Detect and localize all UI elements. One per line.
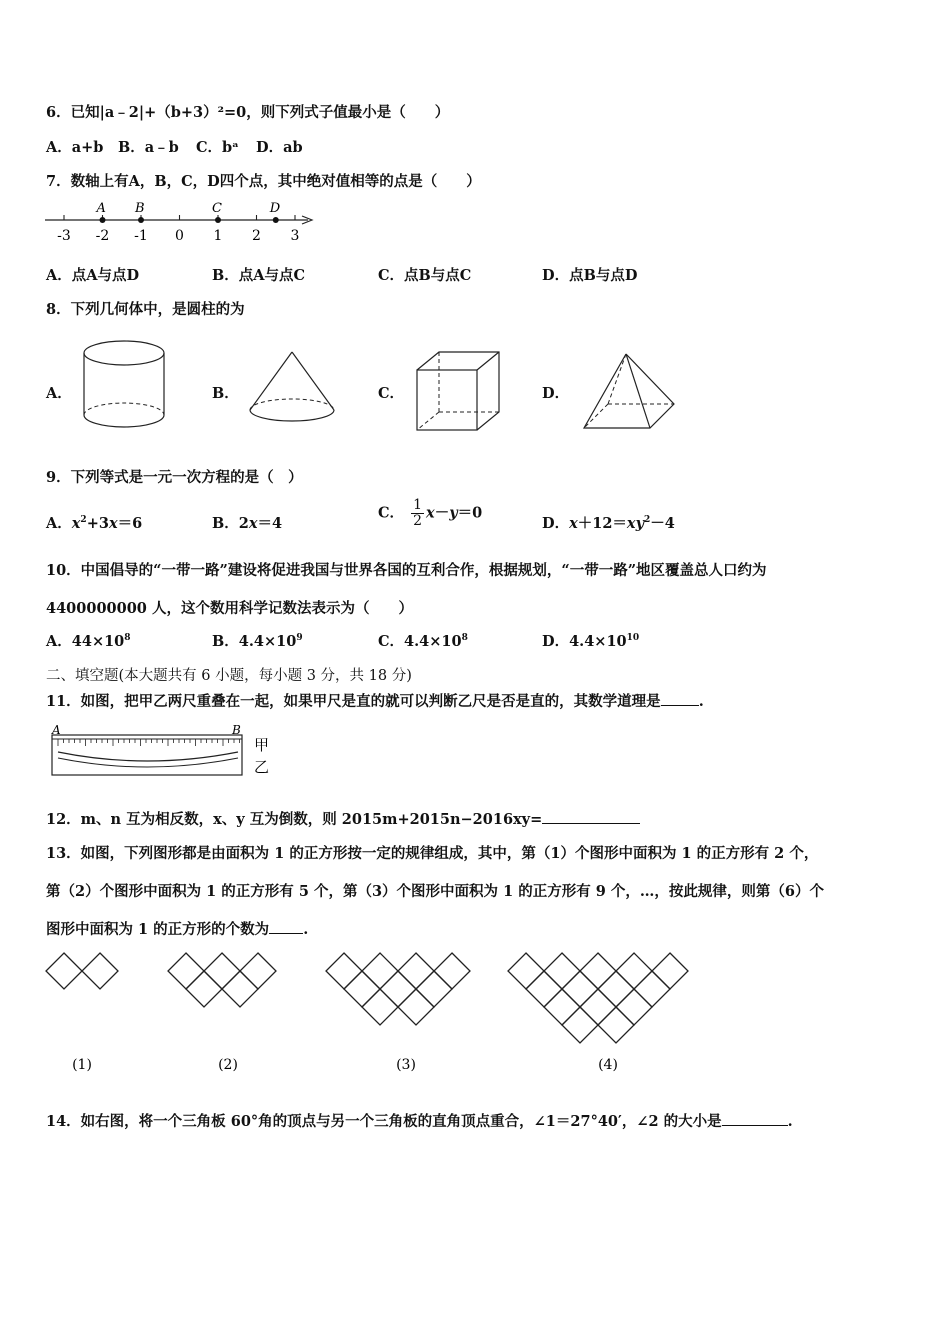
q10-option-c[interactable]: C．$4.4\times 10^8$ — [378, 633, 468, 650]
unit-square — [344, 971, 380, 1007]
unit-square — [434, 953, 470, 989]
unit-square — [526, 971, 562, 1007]
point-c — [215, 217, 221, 223]
unit-square — [82, 953, 118, 989]
pattern-label: (2) — [218, 1057, 238, 1073]
pattern-label: (3) — [396, 1057, 416, 1073]
unit-square — [362, 953, 398, 989]
q8-option-d[interactable]: D． — [542, 385, 570, 402]
q10-option-a[interactable]: A．$44\times 10^8$ — [46, 633, 131, 650]
rulers-figure — [48, 722, 278, 780]
q13-line3: 图形中面积为 1 的正方形的个数为 . — [46, 921, 309, 938]
pattern-figure-4 — [508, 953, 688, 1073]
unit-square — [416, 971, 452, 1007]
q14-stem: 14．如右图，将一个三角板 60°角的顶点与另一个三角板的直角顶点重合，∠1＝27°40′，∠2 的大小是 . — [46, 1113, 793, 1130]
pattern-label: (1) — [72, 1057, 92, 1073]
tick-label: -1 — [134, 228, 148, 244]
unit-square — [562, 971, 598, 1007]
q7-number-line — [40, 198, 320, 244]
answer-blank[interactable] — [542, 811, 640, 824]
cone-figure — [248, 350, 336, 430]
q8-option-c[interactable]: C． — [378, 385, 405, 402]
tick-label: 0 — [175, 228, 184, 244]
unit-square — [204, 953, 240, 989]
q7-option-c[interactable]: C．点B与点C — [378, 267, 472, 284]
q6-option-d[interactable]: D．ab — [256, 139, 303, 156]
unit-square — [380, 971, 416, 1007]
tick-label: -3 — [57, 228, 71, 244]
q10-option-b[interactable]: B．$4.4\times 10^9$ — [212, 633, 303, 650]
q7-option-a[interactable]: A．点A与点D — [46, 267, 140, 284]
unit-square — [398, 953, 434, 989]
point-label: D — [269, 201, 281, 216]
unit-square — [508, 953, 544, 989]
q6-stem: 6．已知|a﹣2|+（b+3）²=0，则下列式子值最小是（ ） — [46, 104, 450, 121]
q8-stem: 8．下列几何体中，是圆柱的为 — [46, 301, 245, 318]
q9-option-b[interactable]: B．2x＝4 — [212, 515, 283, 532]
q7-option-b[interactable]: B．点A与点C — [212, 267, 306, 284]
answer-blank[interactable] — [722, 1113, 788, 1126]
pattern-label: (4) — [598, 1057, 618, 1073]
point-label: C — [212, 201, 222, 216]
ruler-label-a: A — [52, 723, 61, 737]
unit-square — [652, 953, 688, 989]
q10-line1: 10．中国倡导的“一带一路”建设将促进我国与世界各国的互利合作，根据规划，“一带一路”地区覆盖总人口约为 — [46, 562, 767, 579]
unit-square — [598, 1007, 634, 1043]
cube-figure — [414, 350, 502, 432]
ruler-label-b: B — [232, 723, 241, 737]
unit-square — [240, 953, 276, 989]
point-a — [100, 217, 106, 223]
q10-option-d[interactable]: D．$4.4\times 10^{10}$ — [542, 633, 640, 650]
unit-square — [398, 989, 434, 1025]
unit-square — [634, 971, 670, 1007]
tick-label: 2 — [252, 228, 261, 244]
square-pattern-figures — [0, 945, 720, 1075]
pyramid-figure — [580, 350, 680, 432]
q10-line2: 4400000000 人，这个数用科学记数法表示为（ ） — [46, 600, 413, 617]
q7-option-d[interactable]: D．点B与点D — [542, 267, 638, 284]
q13-line1: 13．如图，下列图形都是由面积为 1 的正方形按一定的规律组成，其中，第（1）个图形中面积为 1 的正方形有 2 个， — [46, 845, 819, 862]
unit-square — [544, 989, 580, 1025]
q9-option-d[interactable]: D．$x+12=xy^2-4$ — [542, 515, 675, 532]
point-b — [138, 217, 144, 223]
unit-square — [222, 971, 258, 1007]
q9-stem: 9．下列等式是一元一次方程的是（ ） — [46, 469, 303, 486]
ruler-label-yi: 乙 — [254, 758, 270, 776]
tick-label: 1 — [213, 228, 223, 244]
q13-line2: 第（2）个图形中面积为 1 的正方形有 5 个，第（3）个图形中面积为 1 的正方形有 9 个，…，按此规律，则第（6）个 — [46, 883, 825, 900]
unit-square — [580, 953, 616, 989]
ruler-label-jia: 甲 — [254, 736, 270, 754]
q6-option-c[interactable]: C．bᵃ — [196, 139, 239, 156]
unit-square — [168, 953, 204, 989]
unit-square — [616, 953, 652, 989]
answer-blank[interactable] — [661, 693, 699, 706]
point-label: B — [135, 201, 145, 216]
q12-stem: 12．m、n 互为相反数，x、y 互为倒数，则 2015m+2015n−2016xy= — [46, 808, 640, 829]
tick-label: -2 — [95, 228, 110, 244]
cylinder-figure — [82, 338, 168, 430]
unit-square — [362, 989, 398, 1025]
unit-square — [544, 953, 580, 989]
tick-label: 3 — [290, 228, 300, 244]
q9-option-c[interactable]: C． $\frac{1}{2}$ x－y＝0 — [378, 497, 483, 529]
q8-option-a[interactable]: A． — [46, 385, 72, 402]
unit-square — [616, 989, 652, 1025]
unit-square — [46, 953, 82, 989]
point-label: A — [96, 201, 106, 216]
unit-square — [186, 971, 222, 1007]
unit-square — [326, 953, 362, 989]
q6-option-b[interactable]: B．a﹣b — [118, 139, 179, 156]
q9-option-a[interactable]: A．$x^2+3x=6$ — [46, 515, 143, 532]
unit-square — [598, 971, 634, 1007]
pattern-figure-2 — [168, 953, 276, 1073]
unit-square — [562, 1007, 598, 1043]
q7-stem: 7．数轴上有A，B，C，D四个点，其中绝对值相等的点是（ ） — [46, 173, 481, 190]
point-d — [273, 217, 279, 223]
unit-square — [580, 989, 616, 1025]
pattern-figure-1 — [46, 953, 118, 1073]
q6-option-a[interactable]: A．a+b — [46, 139, 104, 156]
answer-blank[interactable] — [269, 921, 303, 934]
fraction-one-half: $\frac{1}{2}$ — [413, 497, 423, 529]
section-heading: 二、填空题(本大题共有 6 小题，每小题 3 分，共 18 分) — [46, 668, 412, 684]
q8-option-b[interactable]: B． — [212, 385, 239, 402]
q11-stem: 11．如图，把甲乙两尺重叠在一起，如果甲尺是直的就可以判断乙尺是否是直的，其数学道理是 . — [46, 693, 704, 710]
pattern-figure-3 — [326, 953, 470, 1073]
